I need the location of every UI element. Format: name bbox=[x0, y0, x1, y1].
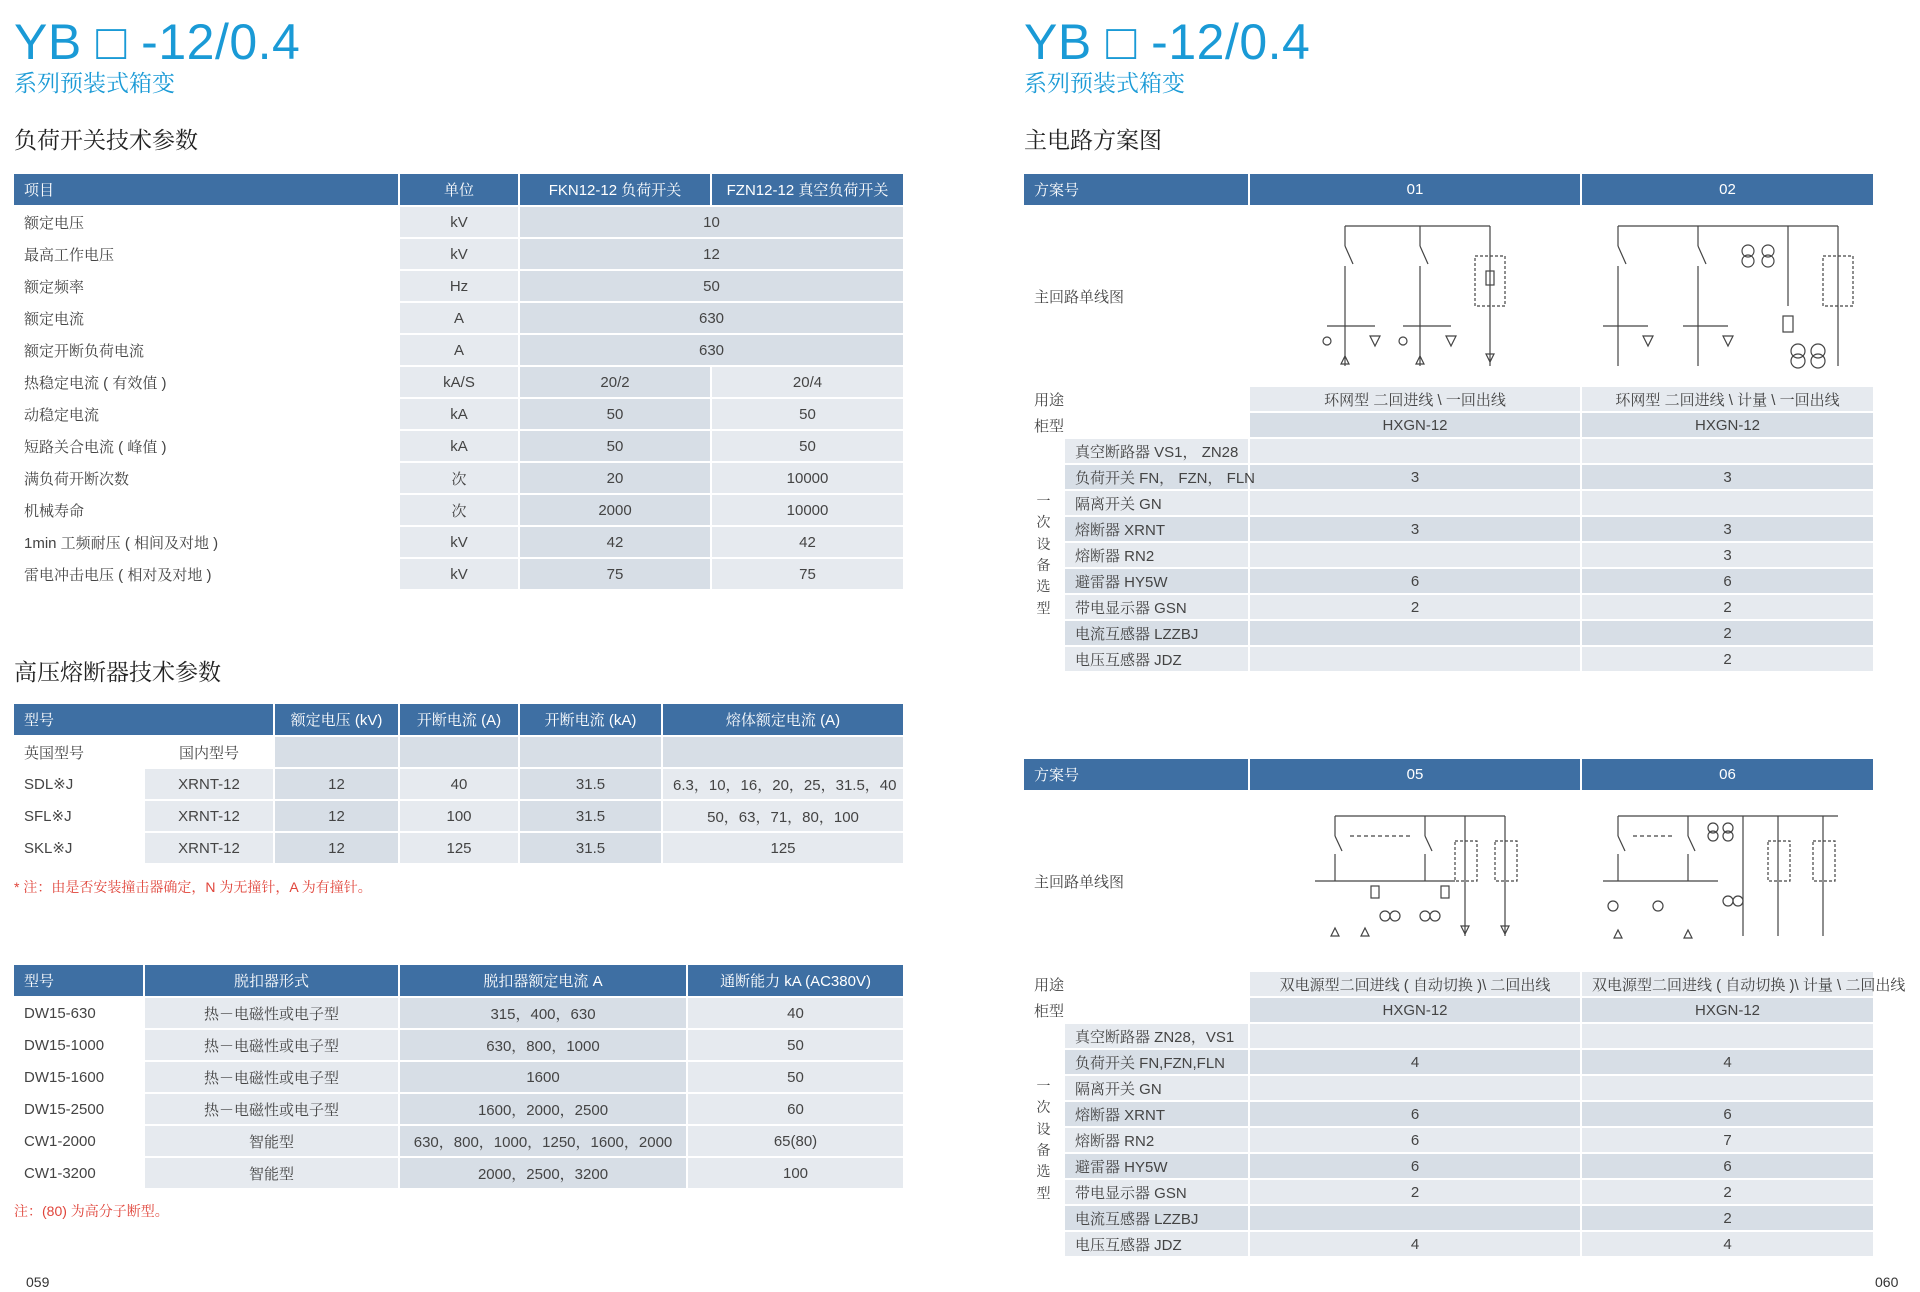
diagram-row bbox=[1024, 791, 1874, 971]
equipment-qty-01 bbox=[1249, 620, 1581, 646]
param-name: 热稳定电流 ( 有效值 ) bbox=[14, 366, 399, 398]
param-unit: 次 bbox=[399, 494, 519, 526]
table-row bbox=[14, 398, 904, 430]
table-row bbox=[14, 430, 904, 462]
param-unit: Hz bbox=[399, 270, 519, 302]
equipment-qty-05: 4 bbox=[1249, 1231, 1581, 1257]
equipment-qty-06 bbox=[1581, 1023, 1874, 1049]
equipment-qty-06: 6 bbox=[1581, 1153, 1874, 1179]
table-row bbox=[14, 1061, 904, 1093]
breaking-capacity: 50 bbox=[687, 1061, 904, 1093]
scheme-table-b bbox=[1024, 759, 1906, 1258]
table-subheader-row bbox=[14, 736, 904, 768]
product-title: YB □ -12/0.4 bbox=[14, 14, 301, 70]
equipment-qty-02 bbox=[1581, 490, 1874, 516]
usage-02: 环网型 二回进线 \ 计量 \ 一回出线 bbox=[1581, 386, 1874, 412]
diagram-label: 主回路单线图 bbox=[1024, 791, 1249, 971]
table-row bbox=[1024, 1205, 1874, 1231]
param-name: 短路关合电流 ( 峰值 ) bbox=[14, 430, 399, 462]
breaker-model: DW15-630 bbox=[14, 997, 144, 1029]
product-title: YB □ -12/0.4 bbox=[1024, 14, 1311, 70]
cabinet-02: HXGN-12 bbox=[1581, 412, 1874, 438]
equipment-qty-01 bbox=[1249, 542, 1581, 568]
header-trip-current: 脱扣器额定电流 A bbox=[399, 965, 687, 997]
header-fkn12: FKN12-12 负荷开关 bbox=[519, 174, 711, 206]
breaking-capacity: 65(80) bbox=[687, 1125, 904, 1157]
breaking-current-a: 40 bbox=[399, 768, 519, 800]
breaking-capacity: 60 bbox=[687, 1093, 904, 1125]
param-unit: kV bbox=[399, 238, 519, 270]
param-value-fkn: 50 bbox=[519, 398, 711, 430]
param-value-fkn: 20/2 bbox=[519, 366, 711, 398]
cabinet-label: 柜型 bbox=[1024, 412, 1249, 438]
table-row bbox=[14, 768, 904, 800]
table-row bbox=[1024, 1101, 1874, 1127]
header-scheme-05: 05 bbox=[1249, 759, 1581, 791]
table-row bbox=[1024, 412, 1874, 438]
param-unit: A bbox=[399, 302, 519, 334]
header-unit: 单位 bbox=[399, 174, 519, 206]
cn-model: XRNT-12 bbox=[144, 800, 274, 832]
param-value-fzn: 50 bbox=[711, 398, 904, 430]
param-value-fzn: 50 bbox=[711, 430, 904, 462]
table-row bbox=[14, 1157, 904, 1189]
table-row bbox=[1024, 1049, 1874, 1075]
diagram-cell-05 bbox=[1249, 791, 1581, 971]
trip-type: 热－电磁性或电子型 bbox=[144, 997, 399, 1029]
table-row bbox=[1024, 438, 1874, 464]
equipment-name: 带电显示器 GSN bbox=[1064, 594, 1249, 620]
product-subtitle: 系列预装式箱变 bbox=[14, 70, 175, 96]
param-name: 机械寿命 bbox=[14, 494, 399, 526]
equipment-qty-05: 2 bbox=[1249, 1179, 1581, 1205]
table-row bbox=[14, 302, 904, 334]
equipment-qty-01 bbox=[1249, 646, 1581, 672]
header-item: 项目 bbox=[14, 174, 399, 206]
equipment-name: 避雷器 HY5W bbox=[1064, 1153, 1249, 1179]
param-name: 额定频率 bbox=[14, 270, 399, 302]
equipment-qty-02: 3 bbox=[1581, 464, 1874, 490]
header-breaking-current-ka: 开断电流 (kA) bbox=[519, 704, 662, 736]
param-value-fzn: 10000 bbox=[711, 462, 904, 494]
table-header-row bbox=[14, 965, 904, 997]
equipment-qty-01: 2 bbox=[1249, 594, 1581, 620]
param-value-fkn: 20 bbox=[519, 462, 711, 494]
param-value-fzn: 42 bbox=[711, 526, 904, 558]
breaking-current-a: 125 bbox=[399, 832, 519, 864]
equipment-group-label: 一 次 设 备 选 型 bbox=[1024, 1023, 1064, 1257]
table-row bbox=[1024, 1127, 1874, 1153]
table-row bbox=[1024, 646, 1874, 672]
main-circuit-section-title: 主电路方案图 bbox=[1024, 127, 1162, 153]
param-value: 630 bbox=[519, 334, 904, 366]
param-value: 50 bbox=[519, 270, 904, 302]
cabinet-01: HXGN-12 bbox=[1249, 412, 1581, 438]
subheader-uk-model: 英国型号 bbox=[14, 736, 144, 768]
equipment-name: 熔断器 RN2 bbox=[1064, 542, 1249, 568]
equipment-qty-06: 7 bbox=[1581, 1127, 1874, 1153]
table-row bbox=[14, 832, 904, 864]
load-switch-section-title: 负荷开关技术参数 bbox=[14, 127, 198, 153]
equipment-qty-01: 6 bbox=[1249, 568, 1581, 594]
rated-voltage: 12 bbox=[274, 800, 399, 832]
equipment-name: 电流互感器 LZZBJ bbox=[1064, 620, 1249, 646]
table-header-row bbox=[14, 174, 904, 206]
trip-current: 2000，2500，3200 bbox=[399, 1157, 687, 1189]
equipment-name: 熔断器 RN2 bbox=[1064, 1127, 1249, 1153]
equipment-name: 真空断路器 VS1， ZN28 bbox=[1064, 438, 1249, 464]
table-row bbox=[14, 997, 904, 1029]
subheader-cn-model: 国内型号 bbox=[144, 736, 274, 768]
equipment-name: 避雷器 HY5W bbox=[1064, 568, 1249, 594]
equipment-qty-06: 4 bbox=[1581, 1049, 1874, 1075]
uk-model: SKL※J bbox=[14, 832, 144, 864]
table-row bbox=[1024, 1023, 1874, 1049]
equipment-name: 隔离开关 GN bbox=[1064, 1075, 1249, 1101]
equipment-name: 电压互感器 JDZ bbox=[1064, 1231, 1249, 1257]
table-row bbox=[14, 558, 904, 590]
cn-model: XRNT-12 bbox=[144, 768, 274, 800]
param-name: 动稳定电流 bbox=[14, 398, 399, 430]
equipment-qty-02: 2 bbox=[1581, 620, 1874, 646]
equipment-qty-05: 6 bbox=[1249, 1153, 1581, 1179]
trip-type: 智能型 bbox=[144, 1125, 399, 1157]
breaker-model: CW1-3200 bbox=[14, 1157, 144, 1189]
table-row bbox=[14, 1125, 904, 1157]
trip-current: 1600 bbox=[399, 1061, 687, 1093]
breaker-model: DW15-2500 bbox=[14, 1093, 144, 1125]
breaking-capacity: 40 bbox=[687, 997, 904, 1029]
param-unit: kV bbox=[399, 558, 519, 590]
breaking-current-ka: 31.5 bbox=[519, 768, 662, 800]
trip-type: 热－电磁性或电子型 bbox=[144, 1061, 399, 1093]
table-row bbox=[1024, 1179, 1874, 1205]
header-scheme-no: 方案号 bbox=[1024, 174, 1249, 206]
table-row bbox=[1024, 594, 1874, 620]
table-row bbox=[1024, 490, 1874, 516]
equipment-name: 电压互感器 JDZ bbox=[1064, 646, 1249, 672]
table-row bbox=[14, 366, 904, 398]
single-line-diagram-05-icon bbox=[1305, 806, 1525, 956]
equipment-name: 电流互感器 LZZBJ bbox=[1064, 1205, 1249, 1231]
right-page bbox=[960, 0, 1920, 1292]
equipment-qty-02 bbox=[1581, 438, 1874, 464]
equipment-qty-05 bbox=[1249, 1023, 1581, 1049]
equipment-qty-01 bbox=[1249, 438, 1581, 464]
equipment-qty-02: 2 bbox=[1581, 646, 1874, 672]
equipment-qty-06 bbox=[1581, 1075, 1874, 1101]
param-name: 雷电冲击电压 ( 相对及对地 ) bbox=[14, 558, 399, 590]
equipment-qty-05 bbox=[1249, 1205, 1581, 1231]
usage-06: 双电源型二回进线 ( 自动切换 )\ 计量 \ 二回出线 bbox=[1581, 971, 1874, 997]
equipment-qty-01: 3 bbox=[1249, 516, 1581, 542]
cabinet-label: 柜型 bbox=[1024, 997, 1249, 1023]
header-rated-voltage: 额定电压 (kV) bbox=[274, 704, 399, 736]
scheme-table-a bbox=[1024, 174, 1875, 673]
table-header-row bbox=[1024, 174, 1874, 206]
equipment-qty-02: 6 bbox=[1581, 568, 1874, 594]
param-value-fkn: 50 bbox=[519, 430, 711, 462]
equipment-qty-05 bbox=[1249, 1075, 1581, 1101]
header-breaking-current-a: 开断电流 (A) bbox=[399, 704, 519, 736]
cabinet-05: HXGN-12 bbox=[1249, 997, 1581, 1023]
param-value: 630 bbox=[519, 302, 904, 334]
equipment-qty-06: 4 bbox=[1581, 1231, 1874, 1257]
table-row bbox=[14, 462, 904, 494]
table-header-row bbox=[14, 704, 904, 736]
trip-current: 1600，2000，2500 bbox=[399, 1093, 687, 1125]
param-value: 12 bbox=[519, 238, 904, 270]
param-unit: A bbox=[399, 334, 519, 366]
table-row bbox=[14, 1093, 904, 1125]
equipment-name: 熔断器 XRNT bbox=[1064, 1101, 1249, 1127]
param-name: 满负荷开断次数 bbox=[14, 462, 399, 494]
table-row bbox=[1024, 997, 1874, 1023]
param-name: 1min 工频耐压 ( 相间及对地 ) bbox=[14, 526, 399, 558]
header-scheme-01: 01 bbox=[1249, 174, 1581, 206]
trip-type: 热－电磁性或电子型 bbox=[144, 1093, 399, 1125]
table-row bbox=[1024, 971, 1874, 997]
load-switch-table bbox=[14, 174, 905, 591]
fuse-note: * 注：由是否安装撞击器确定，N 为无撞针，A 为有撞针。 bbox=[14, 879, 372, 895]
equipment-qty-01: 3 bbox=[1249, 464, 1581, 490]
trip-current: 315，400，630 bbox=[399, 997, 687, 1029]
table-row bbox=[14, 270, 904, 302]
table-row bbox=[14, 526, 904, 558]
param-value-fkn: 2000 bbox=[519, 494, 711, 526]
param-unit: 次 bbox=[399, 462, 519, 494]
header-fuse-rated-current: 熔体额定电流 (A) bbox=[662, 704, 904, 736]
diagram-cell-06 bbox=[1581, 791, 1874, 971]
breaker-table bbox=[14, 965, 905, 1190]
trip-type: 热－电磁性或电子型 bbox=[144, 1029, 399, 1061]
single-line-diagram-02-icon bbox=[1598, 216, 1858, 376]
table-header-row bbox=[1024, 759, 1874, 791]
param-unit: kV bbox=[399, 526, 519, 558]
single-line-diagram-06-icon bbox=[1598, 806, 1858, 956]
header-fzn12: FZN12-12 真空负荷开关 bbox=[711, 174, 904, 206]
equipment-name: 熔断器 XRNT bbox=[1064, 516, 1249, 542]
usage-01: 环网型 二回进线 \ 一回出线 bbox=[1249, 386, 1581, 412]
equipment-qty-06: 6 bbox=[1581, 1101, 1874, 1127]
trip-type: 智能型 bbox=[144, 1157, 399, 1189]
trip-current: 630，800，1000 bbox=[399, 1029, 687, 1061]
equipment-qty-05: 6 bbox=[1249, 1127, 1581, 1153]
table-row bbox=[1024, 568, 1874, 594]
page-number: 060 bbox=[1875, 1274, 1899, 1290]
fuse-table bbox=[14, 704, 905, 865]
trip-current: 630，800，1000，1250，1600，2000 bbox=[399, 1125, 687, 1157]
breaking-current-ka: 31.5 bbox=[519, 832, 662, 864]
table-row bbox=[14, 494, 904, 526]
equipment-qty-06: 2 bbox=[1581, 1179, 1874, 1205]
table-row bbox=[1024, 464, 1874, 490]
fuse-rated-current: 125 bbox=[662, 832, 904, 864]
table-row bbox=[14, 334, 904, 366]
param-value-fzn: 10000 bbox=[711, 494, 904, 526]
equipment-qty-02: 3 bbox=[1581, 542, 1874, 568]
param-name: 额定电流 bbox=[14, 302, 399, 334]
param-unit: kV bbox=[399, 206, 519, 238]
equipment-name: 负荷开关 FN,FZN,FLN bbox=[1064, 1049, 1249, 1075]
table-row bbox=[1024, 386, 1874, 412]
uk-model: SFL※J bbox=[14, 800, 144, 832]
header-trip-type: 脱扣器形式 bbox=[144, 965, 399, 997]
diagram-cell-01 bbox=[1249, 206, 1581, 386]
equipment-qty-05: 4 bbox=[1249, 1049, 1581, 1075]
rated-voltage: 12 bbox=[274, 832, 399, 864]
equipment-qty-06: 2 bbox=[1581, 1205, 1874, 1231]
breaker-model: DW15-1600 bbox=[14, 1061, 144, 1093]
equipment-qty-02: 2 bbox=[1581, 594, 1874, 620]
fuse-rated-current: 50，63，71，80，100 bbox=[662, 800, 904, 832]
header-breaking-capacity: 通断能力 kA (AC380V) bbox=[687, 965, 904, 997]
header-scheme-02: 02 bbox=[1581, 174, 1874, 206]
table-row bbox=[1024, 1153, 1874, 1179]
param-name: 额定开断负荷电流 bbox=[14, 334, 399, 366]
header-scheme-no: 方案号 bbox=[1024, 759, 1249, 791]
equipment-name: 负荷开关 FN， FZN， FLN bbox=[1064, 464, 1249, 490]
param-value: 10 bbox=[519, 206, 904, 238]
cabinet-06: HXGN-12 bbox=[1581, 997, 1874, 1023]
header-scheme-06: 06 bbox=[1581, 759, 1874, 791]
diagram-cell-02 bbox=[1581, 206, 1874, 386]
table-row bbox=[14, 1029, 904, 1061]
fuse-section-title: 高压熔断器技术参数 bbox=[14, 659, 221, 685]
cn-model: XRNT-12 bbox=[144, 832, 274, 864]
equipment-qty-05: 6 bbox=[1249, 1101, 1581, 1127]
breaker-note: 注：(80) 为高分子断型。 bbox=[14, 1203, 169, 1219]
equipment-name: 隔离开关 GN bbox=[1064, 490, 1249, 516]
breaker-model: DW15-1000 bbox=[14, 1029, 144, 1061]
table-row bbox=[1024, 1231, 1874, 1257]
equipment-group-label: 一 次 设 备 选 型 bbox=[1024, 438, 1064, 672]
breaker-model: CW1-2000 bbox=[14, 1125, 144, 1157]
breaking-capacity: 100 bbox=[687, 1157, 904, 1189]
param-value-fkn: 42 bbox=[519, 526, 711, 558]
product-subtitle: 系列预装式箱变 bbox=[1024, 70, 1185, 96]
param-value-fzn: 75 bbox=[711, 558, 904, 590]
usage-label: 用途 bbox=[1024, 971, 1249, 997]
equipment-name: 真空断路器 ZN28，VS1 bbox=[1064, 1023, 1249, 1049]
table-row bbox=[1024, 542, 1874, 568]
page-number: 059 bbox=[26, 1274, 50, 1290]
equipment-qty-02: 3 bbox=[1581, 516, 1874, 542]
table-row bbox=[14, 238, 904, 270]
breaking-current-a: 100 bbox=[399, 800, 519, 832]
equipment-qty-01 bbox=[1249, 490, 1581, 516]
header-model: 型号 bbox=[14, 704, 274, 736]
table-row bbox=[1024, 1075, 1874, 1101]
header-model: 型号 bbox=[14, 965, 144, 997]
param-name: 额定电压 bbox=[14, 206, 399, 238]
diagram-row bbox=[1024, 206, 1874, 386]
breaking-capacity: 50 bbox=[687, 1029, 904, 1061]
usage-label: 用途 bbox=[1024, 386, 1249, 412]
single-line-diagram-01-icon bbox=[1315, 216, 1515, 376]
param-name: 最高工作电压 bbox=[14, 238, 399, 270]
param-unit: kA bbox=[399, 430, 519, 462]
usage-05: 双电源型二回进线 ( 自动切换 )\ 二回出线 bbox=[1249, 971, 1581, 997]
diagram-label: 主回路单线图 bbox=[1024, 206, 1249, 386]
equipment-name: 带电显示器 GSN bbox=[1064, 1179, 1249, 1205]
table-row bbox=[1024, 516, 1874, 542]
breaking-current-ka: 31.5 bbox=[519, 800, 662, 832]
rated-voltage: 12 bbox=[274, 768, 399, 800]
table-row bbox=[1024, 620, 1874, 646]
param-unit: kA/S bbox=[399, 366, 519, 398]
table-row bbox=[14, 206, 904, 238]
uk-model: SDL※J bbox=[14, 768, 144, 800]
param-value-fzn: 20/4 bbox=[711, 366, 904, 398]
param-unit: kA bbox=[399, 398, 519, 430]
table-row bbox=[14, 800, 904, 832]
param-value-fkn: 75 bbox=[519, 558, 711, 590]
fuse-rated-current: 6.3，10，16，20，25，31.5，40 bbox=[662, 768, 904, 800]
